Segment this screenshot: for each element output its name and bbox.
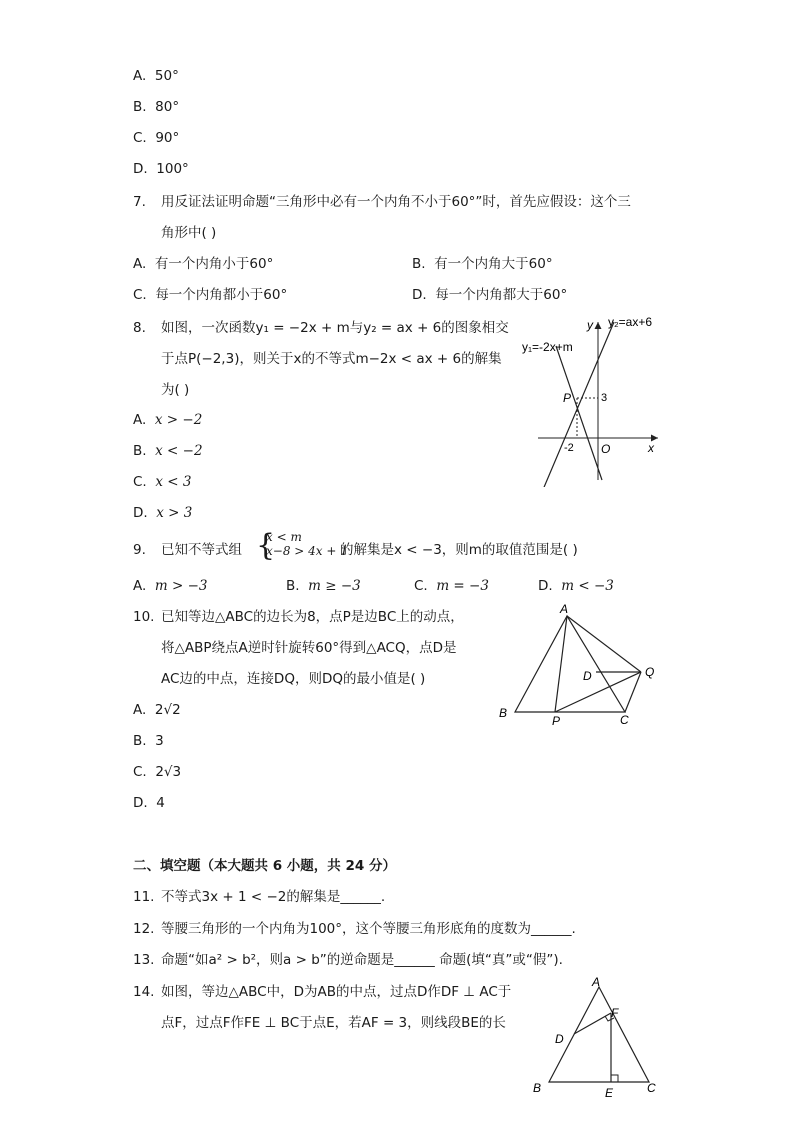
q10-number: 10. xyxy=(133,609,155,625)
q8-option-c: C. x < 3 xyxy=(133,474,192,490)
label-point-p: P xyxy=(563,391,572,405)
q8-function-graph xyxy=(510,312,670,487)
q9-number: 9. xyxy=(133,542,146,558)
q7-stem-line1: 用反证法证明命题“三角形中必有一个内角不小于60°”时，首先应假设：这个三 xyxy=(161,194,631,210)
q9-option-b: B. m ≥ −3 xyxy=(286,578,361,594)
q7-number: 7. xyxy=(133,194,146,210)
label-x-axis: x xyxy=(648,441,654,455)
q10-stem-line3: AC边的中点，连接DQ，则DQ的最小值是( ) xyxy=(161,671,426,687)
q7-option-a: A. 有一个内角小于60° xyxy=(133,256,274,272)
q7-option-d: D. 每一个内角都大于60° xyxy=(412,287,568,303)
triangle-abc xyxy=(549,987,649,1082)
q13-stem: 命题“如a² > b²，则a > b”的逆命题是______ 命题(填“真”或“假”). xyxy=(161,952,563,968)
right-angle-e xyxy=(611,1075,618,1082)
segment-ap xyxy=(555,616,567,712)
q9-system-line2: x−8 > 4x + 1 xyxy=(266,544,348,558)
q7-stem-line2: 角形中( ) xyxy=(161,225,217,241)
label-f: F xyxy=(611,1006,619,1020)
label-origin: O xyxy=(601,442,611,456)
q8-stem-line3: 为( ) xyxy=(161,382,190,398)
q6-option-d: D. 100° xyxy=(133,161,189,177)
q8-option-d: D. x > 3 xyxy=(133,505,193,521)
q9-system-brace: { xyxy=(256,528,276,563)
label-p: P xyxy=(552,714,561,728)
q11-number: 11. xyxy=(133,889,155,905)
q7-option-c: C. 每一个内角都小于60° xyxy=(133,287,288,303)
label-d: D xyxy=(583,669,592,683)
label-y-axis: y xyxy=(587,318,593,332)
q9-option-d: D. m < −3 xyxy=(538,578,614,594)
q11-stem: 不等式3x + 1 < −2的解集是______. xyxy=(161,889,386,905)
label-a: A xyxy=(592,975,601,989)
segment-aq xyxy=(567,616,641,672)
q6-option-c: C. 90° xyxy=(133,130,180,146)
q12-number: 12. xyxy=(133,921,155,937)
q6-option-a: A. 50° xyxy=(133,68,179,84)
section-title-fill-in: 二、填空题（本大题共 6 小题，共 24 分） xyxy=(133,858,396,874)
label-neg-two: -2 xyxy=(564,442,574,454)
q9-option-a: A. m > −3 xyxy=(133,578,208,594)
q9-stem-post: 的解集是x < −3，则m的取值范围是( ) xyxy=(340,542,578,558)
y-axis-arrow xyxy=(595,322,602,329)
q14-stem-line1: 如图，等边△ABC中，D为AB的中点，过点D作DF ⊥ AC于 xyxy=(161,984,512,1000)
q10-triangle-figure xyxy=(495,600,665,735)
q8-option-a: A. x > −2 xyxy=(133,412,203,428)
label-b: B xyxy=(533,1081,542,1095)
label-y2: y₂=ax+6 xyxy=(608,315,653,329)
label-c: C xyxy=(647,1081,656,1095)
q6-option-b: B. 80° xyxy=(133,99,180,115)
label-b: B xyxy=(499,706,508,720)
label-three: 3 xyxy=(601,392,608,404)
q9-stem-pre: 已知不等式组 xyxy=(161,542,242,558)
q9-option-c: C. m = −3 xyxy=(414,578,489,594)
label-q: Q xyxy=(645,665,655,679)
q10-option-c: C. 2√3 xyxy=(133,764,182,780)
q14-number: 14. xyxy=(133,984,155,1000)
q8-number: 8. xyxy=(133,320,146,336)
q8-option-b: B. x < −2 xyxy=(133,443,203,459)
q10-option-d: D. 4 xyxy=(133,795,165,811)
q9-system-line1: x < m xyxy=(266,530,302,544)
q8-stem-line1: 如图，一次函数y₁ = −2x + m与y₂ = ax + 6的图象相交 xyxy=(161,320,509,336)
q9-inequality-system xyxy=(266,530,348,558)
q8-stem-line2: 于点P(−2,3)，则关于x的不等式m−2x < ax + 6的解集 xyxy=(161,351,502,367)
q10-option-a: A. 2√2 xyxy=(133,702,181,718)
q10-option-b: B. 3 xyxy=(133,733,164,749)
label-d: D xyxy=(555,1032,564,1046)
q10-stem-line1: 已知等边△ABC的边长为8，点P是边BC上的动点， xyxy=(161,609,464,625)
q14-triangle-figure xyxy=(525,975,665,1100)
segment-pq xyxy=(555,672,641,712)
q12-stem: 等腰三角形的一个内角为100°，这个等腰三角形底角的度数为______. xyxy=(161,921,576,937)
q10-stem-line2: 将△ABP绕点A逆时针旋转60°得到△ACQ，点D是 xyxy=(161,640,457,656)
triangle-abc xyxy=(515,616,625,712)
q7-option-b: B. 有一个内角大于60° xyxy=(412,256,553,272)
q14-stem-line2: 点F，过点F作FE ⊥ BC于点E，若AF = 3，则线段BE的长 xyxy=(161,1015,506,1031)
q13-number: 13. xyxy=(133,952,155,968)
label-a: A xyxy=(560,602,569,616)
label-e: E xyxy=(605,1086,614,1100)
label-c: C xyxy=(620,713,629,727)
label-y1: y₁=-2x+m xyxy=(522,340,573,354)
